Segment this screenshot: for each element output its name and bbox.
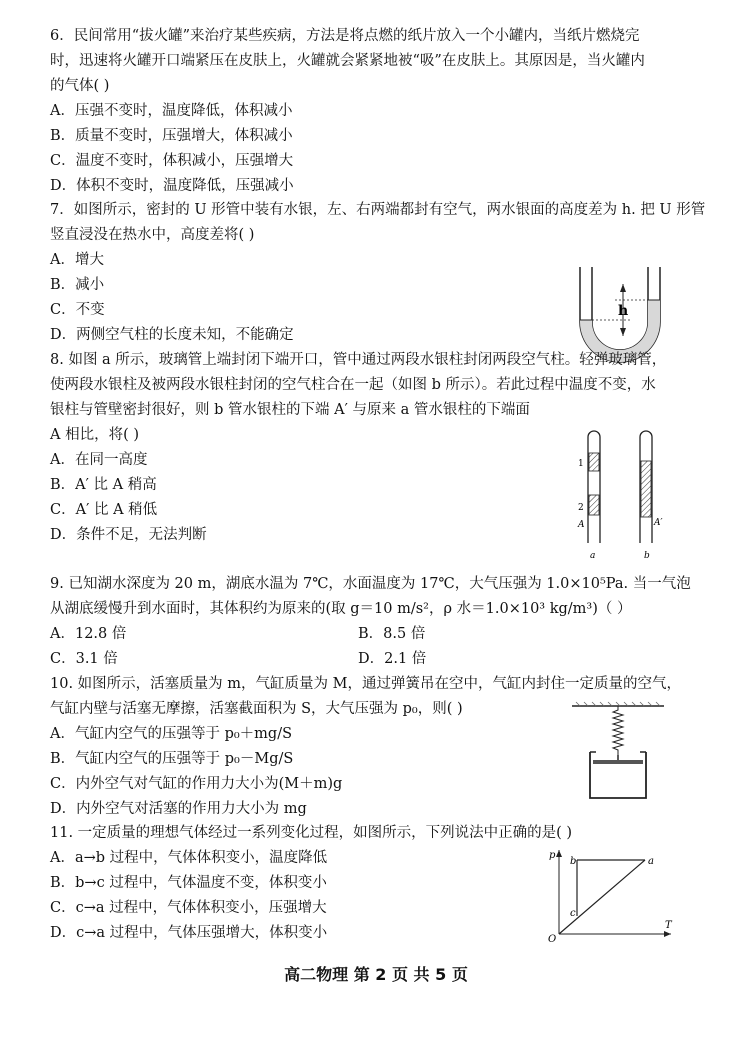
q11-option-c: C．c→a 过程中，气体体积变小，压强增大 [50,900,327,916]
q10-stem-line2: 气缸内壁与活塞无摩擦，活塞截面积为 S，大气压强为 p₀，则( ) [50,701,463,717]
q11-option-a: A．a→b 过程中，气体体积变小，温度降低 [50,850,328,866]
tube-b-label-Aprime: A′ [654,518,663,528]
q6-option-c: C．温度不变时，体积减小，压强增大 [50,153,294,169]
q6-stem-line3: 的气体( ) [50,78,110,94]
u-tube-figure [575,262,675,362]
q9-stem-line2: 从湖底缓慢升到水面时，其体积约为原来的(取 g＝10 m/s²，ρ 水＝1.0×10³ kg/m³)（ ） [50,601,632,617]
p-t-graph-figure [545,846,675,946]
q8-stem-line3: 银柱与管壁密封很好，则 b 管水银柱的下端 A′ 与原来 a 管水银柱的下端面 [50,402,530,418]
q8-stem-line4: A 相比，将( ) [50,427,140,443]
q7-stem-line1: 7．如图所示，密封的 U 形管中装有水银，左、右两端都封有空气，两水银面的高度差为 h. 把 U 形管 [50,202,706,218]
q7-option-d: D．两侧空气柱的长度未知，不能确定 [50,327,294,343]
q7-stem-line2: 竖直浸没在热水中，高度差将( ) [50,227,255,243]
tube-a-label-2: 2 [578,503,584,513]
q6-option-d: D．体积不变时，温度降低，压强减小 [50,178,294,194]
q10-option-a: A．气缸内空气的压强等于 p₀＋mg/S [50,726,293,742]
q11-option-b: B．b→c 过程中，气体温度不变，体积变小 [50,875,327,891]
q6-stem-line1: 6．民间常用“拔火罐”来治疗某些疾病，方法是将点燃的纸片放入一个小罐内，当纸片燃烧完 [50,28,640,44]
page-footer: 高二物理 第 2 页 共 5 页 [284,965,468,984]
graph-point-c: c [570,908,576,919]
graph-axis-T: T [665,920,672,931]
q7-option-a: A．增大 [50,252,104,268]
q9-stem-line1: 9. 已知湖水深度为 20 m，湖底水温为 7℃，水面温度为 17℃，大气压强为 1.0×10⁵Pa. 当一气泡 [50,576,691,592]
q10-option-b: B．气缸内空气的压强等于 p₀－Mg/S [50,751,294,767]
tube-b-caption: b [644,551,650,561]
q8-option-d: D．条件不足，无法判断 [50,527,207,543]
glass-tubes-figure [570,425,670,565]
tube-a-label-A: A [578,520,585,530]
q7-option-c: C．不变 [50,302,105,318]
cylinder-spring-figure [572,702,672,812]
q11-option-d: D．c→a 过程中，气体压强增大，体积变小 [50,925,328,941]
q10-stem-line1: 10. 如图所示，活塞质量为 m，气缸质量为 M，通过弹簧吊在空中，气缸内封住一定质量的空气， [50,676,681,692]
tube-a-caption: a [590,551,596,561]
graph-origin: O [548,934,557,945]
u-tube-h-label: h [618,303,629,319]
graph-point-a: a [648,856,654,867]
q11-stem-line1: 11. 一定质量的理想气体经过一系列变化过程，如图所示，下列说法中正确的是( ) [50,825,573,841]
tube-a-label-1: 1 [578,459,584,469]
q6-option-a: A．压强不变时，温度降低，体积减小 [50,103,293,119]
q10-option-d: D．内外空气对活塞的作用力大小为 mg [50,801,307,817]
q8-stem-line1: 8. 如图 a 所示，玻璃管上端封闭下端开口，管中通过两段水银柱封闭两段空气柱。轻弹玻璃管， [50,352,667,368]
q6-option-b: B．质量不变时，压强增大，体积减小 [50,128,293,144]
q9-option-c: C．3.1 倍 [50,651,118,667]
q6-stem-line2: 时，迅速将火罐开口端紧压在皮肤上，火罐就会紧紧地被“吸”在皮肤上。其原因是，当火罐内 [50,53,645,69]
q8-option-a: A．在同一高度 [50,452,148,468]
q8-option-c: C．A′ 比 A 稍低 [50,502,158,518]
q8-option-b: B．A′ 比 A 稍高 [50,477,157,493]
graph-axis-p: p [549,850,556,861]
q7-option-b: B．减小 [50,277,105,293]
q9-option-a: A．12.8 倍 [50,626,127,642]
q9-option-b: B．8.5 倍 [358,626,426,642]
q8-stem-line2: 使两段水银柱及被两段水银柱封闭的空气柱合在一起（如图 b 所示）。若此过程中温度不变，水 [50,377,656,393]
q10-option-c: C．内外空气对气缸的作用力大小为(M＋m)g [50,776,343,792]
graph-point-b: b [570,856,577,867]
q9-option-d: D．2.1 倍 [358,651,427,667]
